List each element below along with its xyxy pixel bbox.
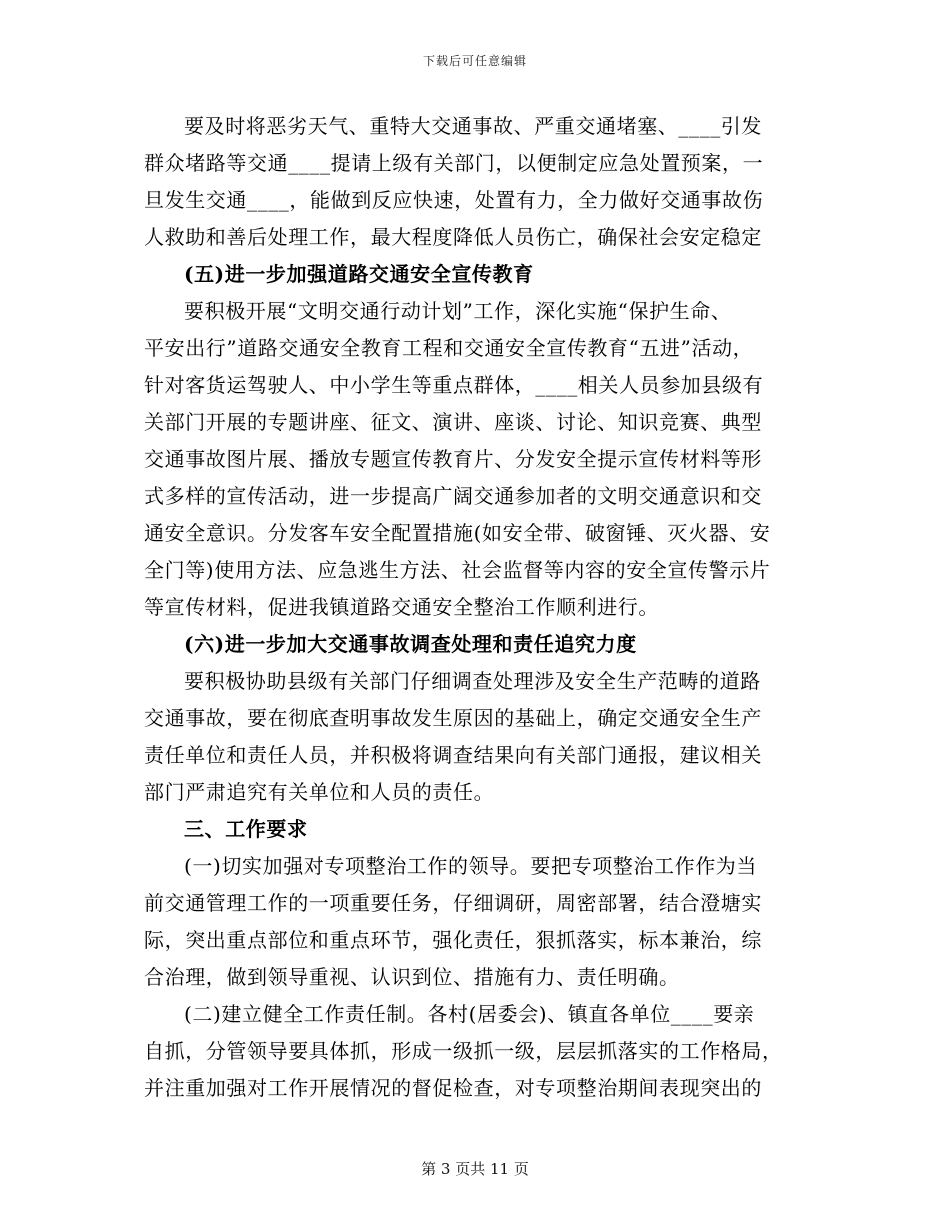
- paragraph-line: 全门等)使用方法、应急逃生方法、社会监督等内容的安全宣传警示片: [144, 558, 771, 582]
- paragraph-line: 通安全意识。分发客车安全配置措施(如安全带、破窗锤、灭火器、安: [144, 521, 771, 545]
- paragraph-line: 交通事故图片展、播放专题宣传教育片、分发安全提示宣传材料等形: [144, 447, 762, 471]
- paragraph-line: (一)切实加强对专项整治工作的领导。要把专项整治工作作为当: [184, 854, 758, 878]
- paragraph-line: 自抓，分管领导要具体抓，形成一级抓一级，层层抓落实的工作格局，: [144, 1039, 783, 1063]
- paragraph: [144, 848, 808, 996]
- document-body: [144, 108, 808, 1107]
- paragraph-line: 要积极协助县级有关部门仔细调查处理涉及安全生产范畴的道路: [184, 669, 761, 693]
- section-heading: 三、工作要求: [184, 817, 308, 841]
- paragraph-line: 要及时将恶劣天气、重特大交通事故、严重交通堵塞、____引发: [184, 114, 762, 138]
- paragraph: [144, 663, 808, 811]
- paragraph-line: 关部门开展的专题讲座、征文、演讲、座谈、讨论、知识竞赛、典型: [144, 410, 762, 434]
- paragraph-line: 前交通管理工作的一项重要任务，仔细调研，周密部署，结合澄塘实: [144, 891, 762, 915]
- paragraph-line: 针对客货运驾驶人、中小学生等重点群体，____相关人员参加县级有: [144, 373, 764, 397]
- paragraph-line: 并注重加强对工作开展情况的督促检查，对专项整治期间表现突出的: [144, 1076, 762, 1100]
- paragraph: [144, 108, 808, 256]
- paragraph-line: 平安出行”道路交通安全教育工程和交通安全宣传教育“五进”活动，: [144, 336, 754, 360]
- paragraph-line: 人救助和善后处理工作，最大程度降低人员伤亡，确保社会安定稳定: [144, 225, 762, 249]
- paragraph-line: 合治理，做到领导重视、认识到位、措施有力、责任明确。: [144, 965, 680, 989]
- paragraph-line: 部门严肃追究有关单位和人员的责任。: [144, 780, 495, 804]
- paragraph-line: 际，突出重点部位和重点环节，强化责任，狠抓落实，标本兼治，综: [144, 928, 762, 952]
- paragraph: [144, 293, 808, 626]
- paragraph-line: 等宣传材料，促进我镇道路交通安全整治工作顺利进行。: [144, 595, 659, 619]
- paragraph-line: (二)建立健全工作责任制。各村(居委会)、镇直各单位____要亲: [184, 1002, 755, 1026]
- paragraph-line: 式多样的宣传活动，进一步提高广阔交通参加者的文明交通意识和交: [144, 484, 762, 508]
- section-heading: (五)进一步加强道路交通安全宣传教育: [184, 262, 534, 286]
- paragraph-line: 责任单位和责任人员，并积极将调查结果向有关部门通报，建议相关: [144, 743, 762, 767]
- page-footer: 第 3 页共 11 页: [421, 1160, 529, 1178]
- paragraph-line: 群众堵路等交通____提请上级有关部门，以便制定应急处置预案，一: [144, 151, 764, 175]
- paragraph-line: 要积极开展“文明交通行动计划”工作，深化实施“保护生命、: [184, 299, 732, 323]
- paragraph-line: 旦发生交通____，能做到反应快速，处置有力，全力做好交通事故伤: [144, 188, 764, 212]
- section-heading: (六)进一步加大交通事故调查处理和责任追究力度: [184, 632, 637, 656]
- page-header: 下载后可任意编辑: [422, 54, 527, 68]
- paragraph-line: 交通事故，要在彻底查明事故发生原因的基础上，确定交通安全生产: [144, 706, 762, 730]
- paragraph: [144, 996, 808, 1107]
